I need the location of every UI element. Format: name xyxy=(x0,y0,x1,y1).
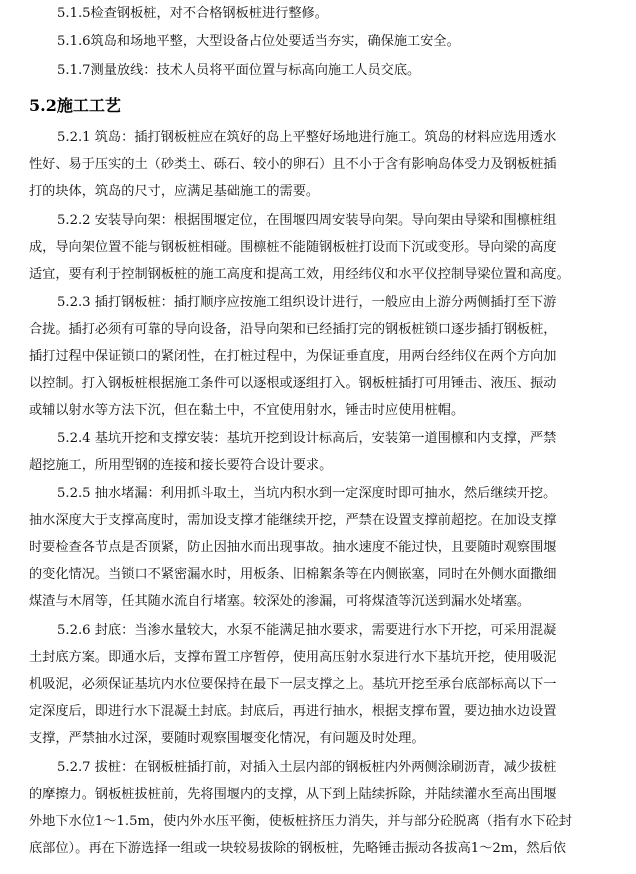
text-line: 合拢。插打必须有可靠的导向设备，沿导向架和已经插打完的钢板桩锁口逐步插打钢板桩， xyxy=(29,322,557,337)
text-line: 定深度后，即进行水下混凝土封底。封底后，再进行抽水，根据支撑布置，要边抽水边设置 xyxy=(29,704,557,719)
text-line: 5.2.5 抽水堵漏：利用抓斗取土，当坑内积水到一定深度时即可抽水，然后继续开挖。 xyxy=(57,486,557,501)
text-line: 5.2.6 封底：当渗水量较大，水泵不能满足抽水要求，需要进行水下开挖，可采用混凝 xyxy=(57,623,557,638)
text-line: 5.2.7 拔桩：在钢板桩插打前，对插入土层内部的钢板桩内外两侧涂刷沥青，减少拔桩 xyxy=(57,760,557,775)
paragraph-5-1-5: 5.1.5检查钢板桩，对不合格钢板桩进行整修。 xyxy=(57,6,328,21)
text-line: 插打过程中保证锁口的紧闭性，在打桩过程中，为保证垂直度，用两台经纬仪在两个方向加 xyxy=(29,349,557,364)
text-line: 的变化情况。当锁口不紧密漏水时，用板条、旧棉絮条等在内侧嵌塞，同时在外侧水面撒细 xyxy=(29,567,557,582)
paragraph-5-1-7: 5.1.7测量放线：技术人员将平面位置与标高向施工人员交底。 xyxy=(57,63,421,78)
text-line: 以控制。打入钢板桩根据施工条件可以逐根或逐组打入。钢板桩插打可用锤击、液压、振动 xyxy=(29,376,557,391)
text-line: 煤渣与木屑等，任其随水流自行堵塞。较深处的渗漏，可将煤渣等沉送到漏水处堵塞。 xyxy=(29,594,531,609)
text-line: 适宜，要有利于控制钢板桩的施工高度和提高工效，用经纬仪和水平仪控制导梁位置和高度。 xyxy=(29,267,570,282)
paragraph-5-1-6: 5.1.6筑岛和场地平整，大型设备占位处要适当夯实，确保施工安全。 xyxy=(57,34,460,49)
text-line: 5.2.2 安装导向架：根据围堰定位，在围堰四周安装导向架。导向架由导梁和围檩桩组 xyxy=(57,213,557,228)
text-line: 土封底方案。即通水后，支撑布置工序暂停，使用高压射水泵进行水下基坑开挖，使用吸泥 xyxy=(29,650,557,665)
text-line: 支撑，严禁抽水过深，要随时观察围堰变化情况，有问题及时处理。 xyxy=(29,731,425,746)
text-line: 打的块体，筑岛的尺寸，应满足基础施工的需要。 xyxy=(29,184,320,199)
text-line: 底部位）。再在下游选择一组或一块较易拔除的钢板桩，先略锤击振动各拔高1～2m，然后依 xyxy=(29,841,566,856)
text-line: 的摩擦力。钢板桩拔桩前，先将围堰内的支撑，从下到上陆续拆除，并陆续灌水至高出围堰 xyxy=(29,787,557,802)
text-line: 5.2.3 插打钢板桩：插打顺序应按施工组织设计进行，一般应由上游分两侧插打至下游 xyxy=(57,295,557,310)
text-line: 或辅以射水等方法下沉，但在黏土中，不宜使用射水，锤击时应使用桩帽。 xyxy=(29,403,465,418)
text-line: 性好、易于压实的土（砂类土、砾石、较小的卵石）且不小于含有影响岛体受力及钢板桩插 xyxy=(29,157,557,172)
text-line: 成，导向架位置不能与钢板桩相碰。围檩桩不能随钢板桩打设而下沉或变形。导向梁的高度 xyxy=(29,240,557,255)
text-line: 外地下水位1～1.5m，使内外水压平衡，使板桩挤压力消失，并与部分砼脱离（指有水下砼封 xyxy=(29,814,572,829)
text-line: 5.2.4 基坑开挖和支撑安装：基坑开挖到设计标高后，安装第一道围檩和内支撑，严禁 xyxy=(57,431,557,446)
text-line: 时要检查各节点是否顶紧，防止因抽水而出现事故。抽水速度不能过快，且要随时观察围堰 xyxy=(29,540,557,555)
section-heading: 5.2施工工艺 xyxy=(29,96,121,115)
text-line: 抽水深度大于支撑高度时，需加设支撑才能继续开挖，严禁在设置支撑前超挖。在加设支撑 xyxy=(29,513,557,528)
text-line: 超挖施工，所用型钢的连接和接长要符合设计要求。 xyxy=(29,458,333,473)
text-line: 机吸泥，必须保证基坑内水位要保持在最下一层支撑之上。基坑开挖至承台底部标高以下一 xyxy=(29,677,557,692)
text-line: 5.2.1 筑岛：插打钢板桩应在筑好的岛上平整好场地进行施工。筑岛的材料应选用透水 xyxy=(57,130,557,145)
